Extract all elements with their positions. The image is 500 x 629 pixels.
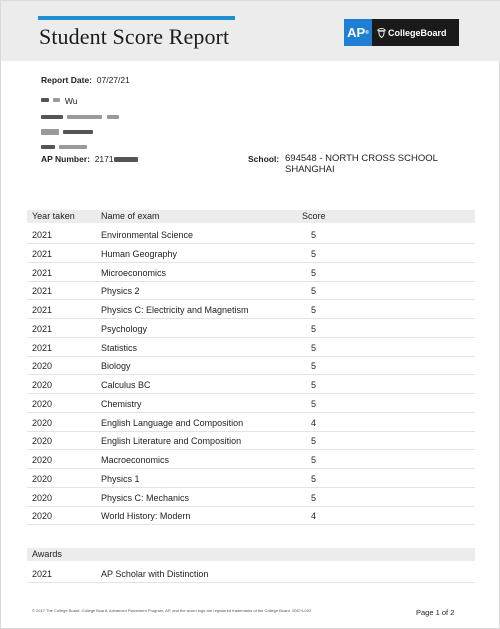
legal-footer: © 2017 The College Board. College Board, Advanced Placement Program, AP, and the acorn logo are registered trademarks of the College Board. 00674-002 xyxy=(32,608,312,613)
ap-logo: AP ® xyxy=(344,19,372,46)
score-row xyxy=(27,413,475,432)
score-value: 5 xyxy=(311,398,317,409)
score-value: 5 xyxy=(311,286,317,297)
score-row xyxy=(27,506,475,525)
score-value: 5 xyxy=(311,361,317,372)
score-row xyxy=(27,300,475,319)
score-value: 5 xyxy=(311,492,317,503)
column-header-exam: Name of exam xyxy=(101,211,160,221)
score-year: 2020 xyxy=(32,455,53,465)
score-row xyxy=(27,394,475,413)
score-year: 2020 xyxy=(32,361,53,372)
score-year: 2020 xyxy=(32,417,53,428)
collegeboard-logo-text: CollegeBoard xyxy=(388,27,447,38)
score-row xyxy=(27,356,475,375)
score-row xyxy=(27,225,475,244)
score-value: 5 xyxy=(311,267,317,278)
title-accent-bar xyxy=(38,16,235,20)
score-value: 4 xyxy=(311,511,317,522)
redacted-text xyxy=(67,115,102,119)
ap-number xyxy=(41,154,138,164)
score-year: 2021 xyxy=(32,286,53,297)
redacted-text xyxy=(107,115,119,119)
score-value: 5 xyxy=(311,455,317,465)
ap-logo-text: AP xyxy=(347,25,366,40)
award-year: 2021 xyxy=(32,569,53,579)
redacted-text xyxy=(63,130,93,134)
award-name: AP Scholar with Distinction xyxy=(101,569,209,579)
school-label: School: xyxy=(248,154,280,164)
score-exam: Psychology xyxy=(101,323,148,334)
score-exam: World History: Modern xyxy=(101,511,191,522)
score-exam: Biology xyxy=(101,361,131,372)
score-exam: Statistics xyxy=(101,342,138,353)
award-row xyxy=(27,564,475,583)
report-date xyxy=(41,75,130,85)
score-value: 5 xyxy=(311,248,317,259)
score-row xyxy=(27,338,475,357)
score-year: 2020 xyxy=(32,511,53,522)
score-exam: Human Geography xyxy=(101,248,178,259)
ap-number-label: AP Number: xyxy=(41,154,90,164)
redacted-text xyxy=(41,145,55,149)
school-name-line-2: SHANGHAI xyxy=(285,164,335,175)
redacted-text xyxy=(59,145,87,149)
score-year: 2021 xyxy=(32,248,53,259)
score-year: 2021 xyxy=(32,267,53,278)
score-value: 4 xyxy=(311,417,317,428)
acorn-icon xyxy=(377,27,386,38)
school-name xyxy=(285,153,438,175)
score-exam: Physics 1 xyxy=(101,473,140,484)
ap-collegeboard-logo xyxy=(344,19,459,46)
awards-header: Awards xyxy=(32,549,62,559)
score-row xyxy=(27,375,475,394)
student-name xyxy=(41,91,78,109)
score-year: 2020 xyxy=(32,398,53,409)
score-exam: Chemistry xyxy=(101,398,142,409)
score-value: 5 xyxy=(311,436,317,447)
ap-number-value: 2171 xyxy=(94,154,114,164)
column-header-score: Score xyxy=(302,211,326,221)
score-year: 2020 xyxy=(32,492,53,503)
page-title: Student Score Report xyxy=(39,24,230,49)
student-name-partial: Wu xyxy=(64,96,78,106)
score-exam: Microeconomics xyxy=(101,267,167,278)
score-exam: English Language and Composition xyxy=(101,417,244,428)
collegeboard-logo xyxy=(377,27,447,38)
report-date-label: Report Date: xyxy=(41,75,93,85)
redacted-text xyxy=(41,115,63,119)
score-row xyxy=(27,469,475,488)
score-year: 2020 xyxy=(32,436,53,447)
page-number: Page 1 of 2 xyxy=(416,608,455,617)
score-value: 5 xyxy=(311,473,317,484)
score-exam: Calculus BC xyxy=(101,380,151,390)
score-year: 2021 xyxy=(32,342,53,353)
report-date-value: 07/27/21 xyxy=(96,75,130,85)
score-exam: Physics C: Mechanics xyxy=(101,492,190,503)
redacted-text xyxy=(41,98,49,102)
score-row xyxy=(27,263,475,282)
score-value: 5 xyxy=(311,380,317,390)
scores-table-header xyxy=(27,210,475,223)
school-label-wrap xyxy=(248,154,279,164)
score-exam: Physics C: Electricity and Magnetism xyxy=(101,305,249,315)
score-value: 5 xyxy=(311,305,317,315)
column-header-year: Year taken xyxy=(32,211,75,221)
score-year: 2020 xyxy=(32,473,53,484)
score-row xyxy=(27,450,475,469)
school-name-line-1: 694548 - NORTH CROSS SCHOOL xyxy=(285,153,438,164)
score-year: 2020 xyxy=(32,380,53,390)
score-exam: Environmental Science xyxy=(101,230,194,240)
score-value: 5 xyxy=(311,342,317,353)
score-row xyxy=(27,488,475,507)
score-row xyxy=(27,431,475,450)
redacted-text xyxy=(53,98,60,102)
score-year: 2021 xyxy=(32,305,53,315)
score-row xyxy=(27,244,475,263)
awards-table-header xyxy=(27,548,475,561)
score-value: 5 xyxy=(311,323,317,334)
score-year: 2021 xyxy=(32,323,53,334)
score-year: 2021 xyxy=(32,230,53,240)
score-exam: Macroeconomics xyxy=(101,455,170,465)
redacted-text xyxy=(41,129,59,135)
score-exam: English Literature and Composition xyxy=(101,436,242,447)
score-exam: Physics 2 xyxy=(101,286,140,297)
score-value: 5 xyxy=(311,230,317,240)
score-row xyxy=(27,319,475,338)
redacted-text xyxy=(114,157,138,162)
score-row xyxy=(27,281,475,300)
